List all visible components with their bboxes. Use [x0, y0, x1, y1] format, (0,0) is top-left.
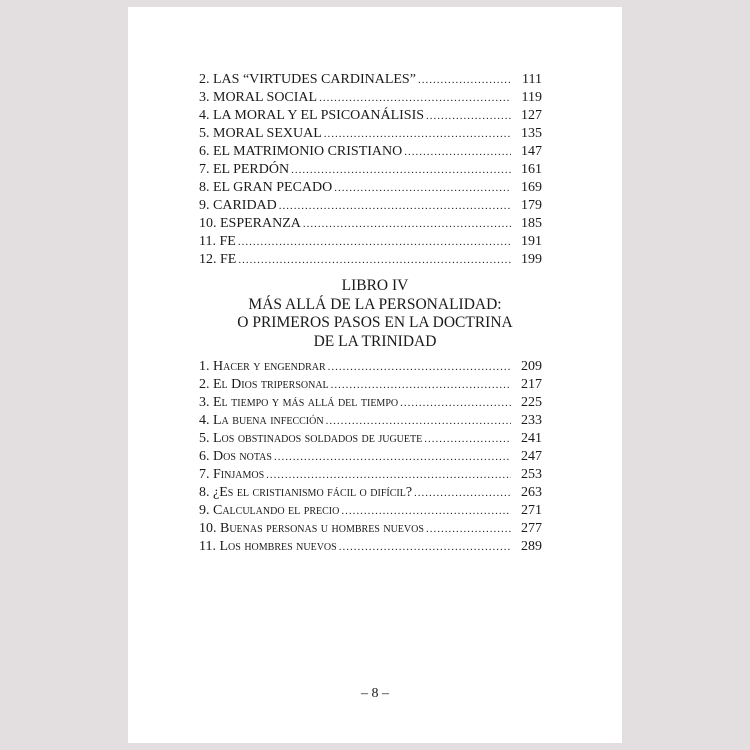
dot-leader: [319, 89, 511, 107]
toc-list-book-3: [199, 71, 542, 269]
dot-leader: [426, 107, 511, 125]
toc-entry-page: 191: [521, 234, 542, 249]
toc-entry: [199, 107, 542, 125]
section-title-line: O PRIMEROS PASOS EN LA DOCTRINA: [237, 314, 513, 331]
toc-entry: [199, 233, 542, 251]
toc-entry: [199, 520, 542, 538]
toc-entry-page: 225: [521, 395, 542, 410]
toc-entry: [199, 376, 542, 394]
section-title-line: MÁS ALLÁ DE LA PERSONALIDAD:: [248, 295, 502, 313]
toc-entry: [199, 215, 542, 233]
toc-entry-page: 111: [522, 72, 542, 87]
toc-entry: [199, 448, 542, 466]
toc-entry-title: 3. MORAL SOCIAL: [199, 90, 318, 105]
toc-entry-title: 7. Finjamos: [199, 467, 265, 482]
toc-entry: [199, 394, 542, 412]
toc-entry-page: 209: [521, 359, 542, 374]
toc-entry-title: 12. FE: [199, 252, 237, 267]
toc-entry-title: 10. ESPERANZA: [199, 216, 301, 231]
dot-leader: [266, 466, 511, 484]
toc-entry-page: 179: [521, 198, 542, 213]
toc-entry-page: 247: [521, 449, 542, 464]
dot-leader: [404, 143, 511, 161]
toc-entry-title: 9. CARIDAD: [199, 198, 277, 213]
toc-entry-page: 289: [521, 539, 542, 554]
toc-list-book-4: [199, 358, 542, 556]
toc-entry-page: 199: [521, 252, 542, 267]
toc-entry-page: 147: [521, 144, 542, 159]
toc-entry: [199, 125, 542, 143]
toc-entry-title: 3. El tiempo y más allá del tiempo: [199, 395, 399, 410]
dot-leader: [328, 358, 511, 376]
toc-entry-title: 11. FE: [199, 234, 236, 249]
toc-entry: [199, 358, 542, 376]
toc-entry-title: 9. Calculando el precio: [199, 503, 340, 518]
toc-entry-page: 119: [521, 90, 542, 105]
toc-entry: [199, 502, 542, 520]
toc-entry-page: 161: [521, 162, 542, 177]
toc-entry-title: 8. ¿Es el cristianismo fácil o difícil?: [199, 485, 413, 500]
toc-entry: [199, 179, 542, 197]
toc-entry-page: 263: [521, 485, 542, 500]
toc-entry-page: 217: [521, 377, 542, 392]
dot-leader: [279, 197, 511, 215]
section-title-line: DE LA TRINIDAD: [313, 332, 437, 350]
dot-leader: [424, 430, 511, 448]
book-number: LIBRO IV: [341, 277, 409, 294]
page-number: – 8 –: [361, 686, 389, 701]
toc-entry-title: 4. La buena infección: [199, 413, 324, 428]
toc-entry-title: 11. Los hombres nuevos: [199, 539, 337, 554]
toc-entry-page: 233: [521, 413, 542, 428]
toc-entry-page: 135: [521, 126, 542, 141]
dot-leader: [326, 412, 511, 430]
toc-entry: [199, 89, 542, 107]
dot-leader: [303, 215, 511, 233]
toc-entry-title: 5. MORAL SEXUAL: [199, 126, 322, 141]
toc-entry: [199, 251, 542, 269]
dot-leader: [341, 502, 511, 520]
toc-entry-page: 127: [521, 108, 542, 123]
toc-entry-title: 8. EL GRAN PECADO: [199, 180, 333, 195]
dot-leader: [418, 71, 511, 89]
dot-leader: [238, 233, 511, 251]
toc-entry-page: 253: [521, 467, 542, 482]
toc-entry-title: 10. Buenas personas u hombres nuevos: [199, 521, 424, 536]
toc-entry-title: 7. EL PERDÓN: [199, 162, 290, 177]
dot-leader: [426, 520, 511, 538]
toc-entry: [199, 71, 542, 89]
dot-leader: [334, 179, 511, 197]
dot-leader: [339, 538, 511, 556]
toc-entry: [199, 466, 542, 484]
dot-leader: [238, 251, 511, 269]
dot-leader: [400, 394, 511, 412]
toc-entry: [199, 412, 542, 430]
dot-leader: [414, 484, 511, 502]
toc-entry-title: 6. Dos notas: [199, 449, 272, 464]
toc-entry-page: 277: [521, 521, 542, 536]
toc-entry: [199, 143, 542, 161]
toc-entry: [199, 538, 542, 556]
section-heading: [128, 277, 622, 351]
toc-entry-page: 241: [521, 431, 542, 446]
toc-entry-title: 4. LA MORAL Y EL PSICOANÁLISIS: [199, 108, 425, 123]
toc-entry-page: 271: [521, 503, 542, 518]
dot-leader: [274, 448, 511, 466]
toc-entry: [199, 484, 542, 502]
toc-entry-title: 2. El Dios tripersonal: [199, 377, 329, 392]
toc-entry-title: 6. EL MATRIMONIO CRISTIANO: [199, 144, 403, 159]
toc-entry-title: 5. Los obstinados soldados de juguete: [199, 431, 423, 446]
toc-entry: [199, 197, 542, 215]
toc-entry-title: 1. Hacer y engendrar: [199, 359, 326, 374]
book-page: [128, 7, 622, 743]
toc-entry: [199, 161, 542, 179]
toc-entry: [199, 430, 542, 448]
dot-leader: [331, 376, 511, 394]
toc-entry-title: 2. LAS “VIRTUDES CARDINALES”: [199, 72, 416, 87]
dot-leader: [291, 161, 511, 179]
toc-entry-page: 185: [521, 216, 542, 231]
dot-leader: [324, 125, 511, 143]
toc-entry-page: 169: [521, 180, 542, 195]
